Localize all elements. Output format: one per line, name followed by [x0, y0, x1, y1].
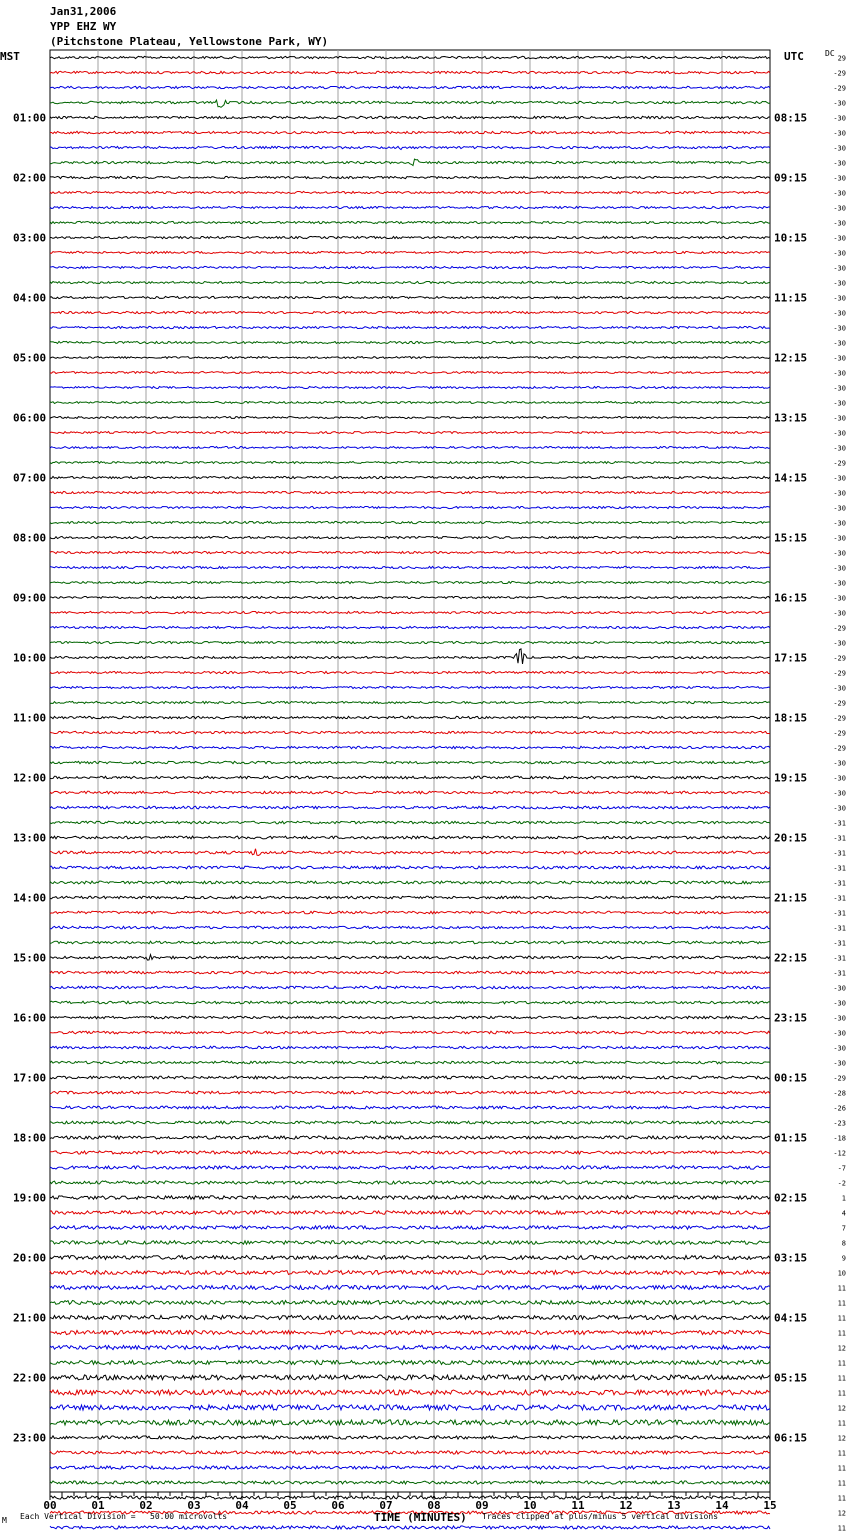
seismic-trace [50, 1121, 770, 1124]
utc-hour-label: 19:15 [774, 771, 808, 785]
dc-offset-value: 29 [837, 54, 846, 63]
dc-offset-value: -26 [833, 1104, 846, 1113]
utc-hour-label: 22:15 [774, 951, 808, 965]
seismic-trace [50, 146, 770, 149]
x-tick-label: 08 [427, 1499, 441, 1512]
dc-offset-value: -30 [833, 534, 846, 543]
utc-hour-label: 08:15 [774, 111, 808, 125]
dc-offset-value: -29 [833, 84, 846, 93]
dc-offset-value: -12 [833, 1149, 846, 1158]
seismic-trace [50, 836, 770, 839]
seismic-trace [50, 1345, 770, 1349]
seismic-trace [50, 1016, 770, 1019]
seismic-trace [50, 1271, 770, 1275]
seismic-trace [50, 986, 770, 989]
mst-hour-label: 14:00 [13, 891, 47, 905]
seismic-trace [50, 1211, 770, 1215]
seismic-trace [50, 551, 770, 553]
seismic-trace [50, 432, 770, 434]
seismic-trace [50, 387, 770, 389]
dc-offset-value: -31 [833, 894, 846, 903]
seismic-trace [50, 1181, 770, 1184]
mst-hour-label: 15:00 [13, 951, 47, 965]
utc-hour-label: 11:15 [774, 291, 808, 305]
dc-offset-value: -29 [833, 69, 846, 78]
seismic-trace [50, 926, 770, 929]
seismic-trace [50, 372, 770, 374]
dc-offset-value: -31 [833, 834, 846, 843]
dc-offset-value: -30 [833, 759, 846, 768]
seismic-trace [50, 71, 770, 73]
dc-offset-value: 11 [837, 1389, 846, 1398]
time-axis [43, 1492, 776, 1512]
x-tick-label: 12 [619, 1499, 633, 1512]
mst-hour-label: 20:00 [13, 1251, 47, 1265]
seismic-trace [50, 731, 770, 733]
seismic-trace [50, 1226, 770, 1230]
seismic-trace [50, 881, 770, 884]
seismic-trace [50, 1360, 770, 1364]
dc-offset-value: 11 [837, 1524, 846, 1533]
seismic-trace [50, 716, 770, 718]
dc-offset-value: -30 [833, 474, 846, 483]
dc-offset-value: -30 [833, 684, 846, 693]
dc-offset-value: 12 [837, 1434, 846, 1443]
mst-hour-label: 22:00 [13, 1371, 47, 1385]
dc-offset-value: 4 [841, 1209, 846, 1218]
seismic-trace [50, 791, 770, 794]
seismic-trace [50, 1151, 770, 1154]
seismic-trace [50, 806, 770, 809]
dc-offset-value: -30 [833, 564, 846, 573]
dc-offset-value: -30 [833, 549, 846, 558]
seismic-trace [50, 596, 770, 598]
dc-offset-value: -30 [833, 594, 846, 603]
station-location: (Pitchstone Plateau, Yellowstone Park, WY) [50, 35, 329, 48]
dc-offset-value: -30 [833, 804, 846, 813]
clip-note: Traces clipped at plus/minus 5 vertical divisions [482, 1512, 719, 1521]
dc-offset-value: -30 [833, 414, 846, 423]
dc-offset-value: 11 [837, 1464, 846, 1473]
seismic-trace [50, 911, 770, 914]
seismic-trace [50, 341, 770, 343]
dc-offset-value: -30 [833, 519, 846, 528]
dc-offset-value: -29 [833, 1074, 846, 1083]
seismic-trace [50, 581, 770, 583]
seismic-traces [50, 56, 770, 1534]
dc-offset-value: -30 [833, 399, 846, 408]
dc-offset-value: -30 [833, 354, 846, 363]
dc-offset-value: -29 [833, 729, 846, 738]
seismic-trace [50, 159, 770, 165]
x-tick-label: 00 [43, 1499, 57, 1512]
seismic-trace [50, 701, 770, 703]
dc-offset-value: -30 [833, 579, 846, 588]
utc-hour-label: 09:15 [774, 171, 808, 185]
seismic-trace [50, 1330, 770, 1334]
seismic-trace [50, 626, 770, 628]
dc-offset-value: 11 [837, 1299, 846, 1308]
dc-offset-value: 9 [841, 1254, 846, 1263]
dc-offset-value: 11 [837, 1494, 846, 1503]
seismic-trace [50, 56, 770, 58]
seismic-trace [50, 521, 770, 523]
dc-offset-value: -29 [833, 624, 846, 633]
seismic-trace [50, 236, 770, 238]
mst-hour-label: 18:00 [13, 1131, 47, 1145]
seismic-trace [50, 611, 770, 613]
dc-offset-value: -30 [833, 1029, 846, 1038]
dc-offset-value: -31 [833, 819, 846, 828]
seismic-trace [50, 116, 770, 118]
utc-hour-label: 10:15 [774, 231, 808, 245]
dc-offset-value: -30 [833, 1059, 846, 1068]
dc-offset-value: -29 [833, 654, 846, 663]
seismic-trace [50, 971, 770, 974]
dc-offset-value: -30 [833, 999, 846, 1008]
utc-hour-label: 23:15 [774, 1011, 808, 1025]
dc-offset-value: -30 [833, 369, 846, 378]
mst-hour-label: 19:00 [13, 1191, 47, 1205]
utc-hour-label: 20:15 [774, 831, 808, 845]
dc-offset-value: -31 [833, 969, 846, 978]
dc-offset-value: 7 [841, 1224, 846, 1233]
mst-hour-label: 17:00 [13, 1071, 47, 1085]
utc-hour-label: 06:15 [774, 1431, 808, 1445]
utc-hour-label: 16:15 [774, 591, 808, 605]
seismic-trace [50, 896, 770, 899]
seismic-trace [50, 1496, 770, 1499]
utc-hour-label: 17:15 [774, 651, 808, 665]
dc-offset-value: -31 [833, 909, 846, 918]
seismic-trace [50, 131, 770, 133]
dc-offset-value: -28 [833, 1089, 846, 1098]
plot-date: Jan31,2006 [50, 5, 117, 18]
dc-offset-value: -31 [833, 924, 846, 933]
seismic-trace [50, 1390, 770, 1395]
dc-offset-header: DC [825, 49, 835, 58]
seismic-trace [50, 1451, 770, 1454]
seismic-trace [50, 462, 770, 464]
seismic-trace [50, 671, 770, 673]
x-tick-label: 07 [379, 1499, 393, 1512]
seismic-trace [50, 1405, 770, 1410]
utc-hour-label: 01:15 [774, 1131, 808, 1145]
seismic-trace [50, 447, 770, 449]
x-tick-label: 14 [715, 1499, 729, 1512]
seismic-trace [50, 641, 770, 643]
dc-offset-value: -23 [833, 1119, 846, 1128]
dc-offset-value: 11 [837, 1359, 846, 1368]
utc-hour-label: 02:15 [774, 1191, 808, 1205]
dc-offset-value: -31 [833, 939, 846, 948]
seismic-trace [50, 1301, 770, 1305]
dc-offset-value: -18 [833, 1134, 846, 1143]
seismic-trace [50, 1166, 770, 1169]
seismic-trace [50, 1091, 770, 1094]
mst-hour-label: 02:00 [13, 171, 47, 185]
utc-hour-label: 12:15 [774, 351, 808, 365]
seismic-trace [50, 1481, 770, 1484]
seismic-trace [50, 281, 770, 283]
dc-offset-value: -30 [833, 429, 846, 438]
dc-offset-value: -31 [833, 954, 846, 963]
dc-offset-value: -30 [833, 249, 846, 258]
utc-hour-label: 05:15 [774, 1371, 808, 1385]
seismic-trace [50, 1286, 770, 1290]
dc-offset-value: 11 [837, 1329, 846, 1338]
mst-hour-label: 10:00 [13, 651, 47, 665]
dc-offset-value: -29 [833, 459, 846, 468]
mst-hour-label: 11:00 [13, 711, 47, 725]
seismic-trace [50, 476, 770, 478]
seismic-trace [50, 1076, 770, 1079]
x-tick-label: 10 [523, 1499, 537, 1512]
utc-hour-label: 03:15 [774, 1251, 808, 1265]
dc-offset-value: -30 [833, 264, 846, 273]
seismic-trace [50, 941, 770, 944]
seismic-trace [50, 955, 770, 960]
seismic-trace [50, 191, 770, 193]
seismic-trace [50, 686, 770, 688]
dc-offset-value: -7 [837, 1164, 846, 1173]
seismic-trace [50, 357, 770, 359]
utc-hour-label: 13:15 [774, 411, 808, 425]
dc-offset-value: -29 [833, 669, 846, 678]
dc-offset-value: 12 [837, 1509, 846, 1518]
seismic-trace [50, 761, 770, 763]
corner-mark: M [2, 1516, 7, 1525]
seismic-trace [50, 649, 770, 664]
x-tick-label: 13 [667, 1499, 681, 1512]
seismic-trace [50, 1315, 770, 1319]
seismic-trace [50, 746, 770, 748]
dc-offset-value: -30 [833, 144, 846, 153]
seismic-trace [50, 1241, 770, 1245]
mst-hour-label: 23:00 [13, 1431, 47, 1445]
seismic-trace [50, 849, 770, 856]
seismic-trace [50, 1061, 770, 1064]
dc-offset-value: -30 [833, 129, 846, 138]
mst-hour-label: 07:00 [13, 471, 47, 485]
dc-offset-value: -30 [833, 99, 846, 108]
station-code: YPP EHZ WY [50, 20, 117, 33]
x-axis-title: TIME (MINUTES) [374, 1511, 467, 1524]
dc-offset-value: -30 [833, 639, 846, 648]
seismic-trace [50, 296, 770, 298]
dc-offset-value: 11 [837, 1449, 846, 1458]
seismic-trace [50, 1136, 770, 1139]
seismic-trace [50, 1106, 770, 1109]
seismic-trace [50, 506, 770, 508]
dc-offset-value: 10 [837, 1269, 846, 1278]
mst-hour-label: 12:00 [13, 771, 47, 785]
x-tick-label: 05 [283, 1499, 297, 1512]
seismic-trace [50, 536, 770, 538]
dc-offset-value: 12 [837, 1344, 846, 1353]
dc-offset-value: 8 [841, 1239, 846, 1248]
seismic-trace [50, 1466, 770, 1469]
seismic-trace [50, 417, 770, 419]
seismic-trace [50, 1436, 770, 1439]
dc-offset-value: 11 [837, 1314, 846, 1323]
dc-offset-value: -2 [837, 1179, 846, 1188]
dc-offset-value: -29 [833, 699, 846, 708]
utc-hour-label: 18:15 [774, 711, 808, 725]
seismic-trace [50, 402, 770, 404]
dc-offset-value: -30 [833, 174, 846, 183]
mst-hour-label: 04:00 [13, 291, 47, 305]
mst-hour-label: 06:00 [13, 411, 47, 425]
mst-hour-label: 13:00 [13, 831, 47, 845]
seismic-trace [50, 776, 770, 779]
dc-offset-value: -30 [833, 324, 846, 333]
dc-offset-value: -30 [833, 309, 846, 318]
dc-offset-value: -30 [833, 504, 846, 513]
seismic-trace [50, 821, 770, 824]
dc-offset-value: 1 [841, 1194, 846, 1203]
dc-offset-value: -30 [833, 489, 846, 498]
utc-hour-label: 14:15 [774, 471, 808, 485]
dc-offset-value: -29 [833, 744, 846, 753]
dc-offset-value: -30 [833, 444, 846, 453]
seismic-trace [50, 311, 770, 313]
mst-hour-label: 16:00 [13, 1011, 47, 1025]
seismic-trace [50, 266, 770, 268]
utc-hour-label: 04:15 [774, 1311, 808, 1325]
mst-hour-label: 05:00 [13, 351, 47, 365]
seismic-trace [50, 1046, 770, 1049]
seismic-trace [50, 100, 770, 107]
seismic-trace [50, 1196, 770, 1200]
x-tick-label: 15 [763, 1499, 777, 1512]
dc-offset-value: -30 [833, 114, 846, 123]
seismic-trace [50, 1256, 770, 1260]
left-timezone-label: MST [0, 50, 20, 63]
dc-offset-value: -30 [833, 159, 846, 168]
hour-labels [13, 55, 846, 1534]
seismic-trace [50, 221, 770, 223]
seismic-trace [50, 1001, 770, 1004]
seismic-trace [50, 1375, 770, 1380]
mst-hour-label: 08:00 [13, 531, 47, 545]
mst-hour-label: 01:00 [13, 111, 47, 125]
dc-offset-value: -30 [833, 1014, 846, 1023]
seismic-trace [50, 1526, 770, 1529]
x-tick-label: 02 [139, 1499, 153, 1512]
dc-offset-value: -30 [833, 984, 846, 993]
utc-hour-label: 00:15 [774, 1071, 808, 1085]
dc-offset-value: -29 [833, 714, 846, 723]
x-tick-label: 09 [475, 1499, 489, 1512]
dc-offset-value: -30 [833, 609, 846, 618]
dc-offset-value: 11 [837, 1284, 846, 1293]
seismic-trace [50, 1031, 770, 1034]
seismic-trace [50, 566, 770, 568]
x-tick-label: 01 [91, 1499, 105, 1512]
seismic-trace [50, 866, 770, 869]
dc-offset-value: -30 [833, 1044, 846, 1053]
dc-offset-value: -30 [833, 789, 846, 798]
dc-offset-value: 11 [837, 1419, 846, 1428]
dc-offset-value: -30 [833, 384, 846, 393]
dc-offset-value: -30 [833, 204, 846, 213]
dc-offset-value: -30 [833, 294, 846, 303]
scale-note: Each Vertical Division = 50.00 microvolts [20, 1512, 228, 1521]
seismic-trace [50, 1420, 770, 1425]
dc-offset-value: -30 [833, 189, 846, 198]
seismic-trace [50, 251, 770, 253]
x-tick-label: 06 [331, 1499, 345, 1512]
mst-hour-label: 09:00 [13, 591, 47, 605]
right-timezone-label: UTC [784, 50, 804, 63]
dc-offset-value: -31 [833, 849, 846, 858]
x-tick-label: 04 [235, 1499, 249, 1512]
dc-offset-value: -30 [833, 339, 846, 348]
dc-offset-value: -31 [833, 864, 846, 873]
seismic-trace [50, 326, 770, 328]
seismic-trace [50, 206, 770, 208]
utc-hour-label: 15:15 [774, 531, 808, 545]
dc-offset-value: -31 [833, 879, 846, 888]
dc-offset-value: -30 [833, 279, 846, 288]
dc-offset-value: -30 [833, 234, 846, 243]
seismic-trace [50, 176, 770, 178]
dc-offset-value: 12 [837, 1404, 846, 1413]
seismic-trace [50, 86, 770, 88]
x-tick-label: 11 [571, 1499, 585, 1512]
dc-offset-value: 11 [837, 1374, 846, 1383]
mst-hour-label: 21:00 [13, 1311, 47, 1325]
dc-offset-value: -30 [833, 774, 846, 783]
seismic-trace [50, 491, 770, 493]
dc-offset-value: 11 [837, 1479, 846, 1488]
utc-hour-label: 21:15 [774, 891, 808, 905]
mst-hour-label: 03:00 [13, 231, 47, 245]
x-tick-label: 03 [187, 1499, 201, 1512]
dc-offset-value: -30 [833, 219, 846, 228]
